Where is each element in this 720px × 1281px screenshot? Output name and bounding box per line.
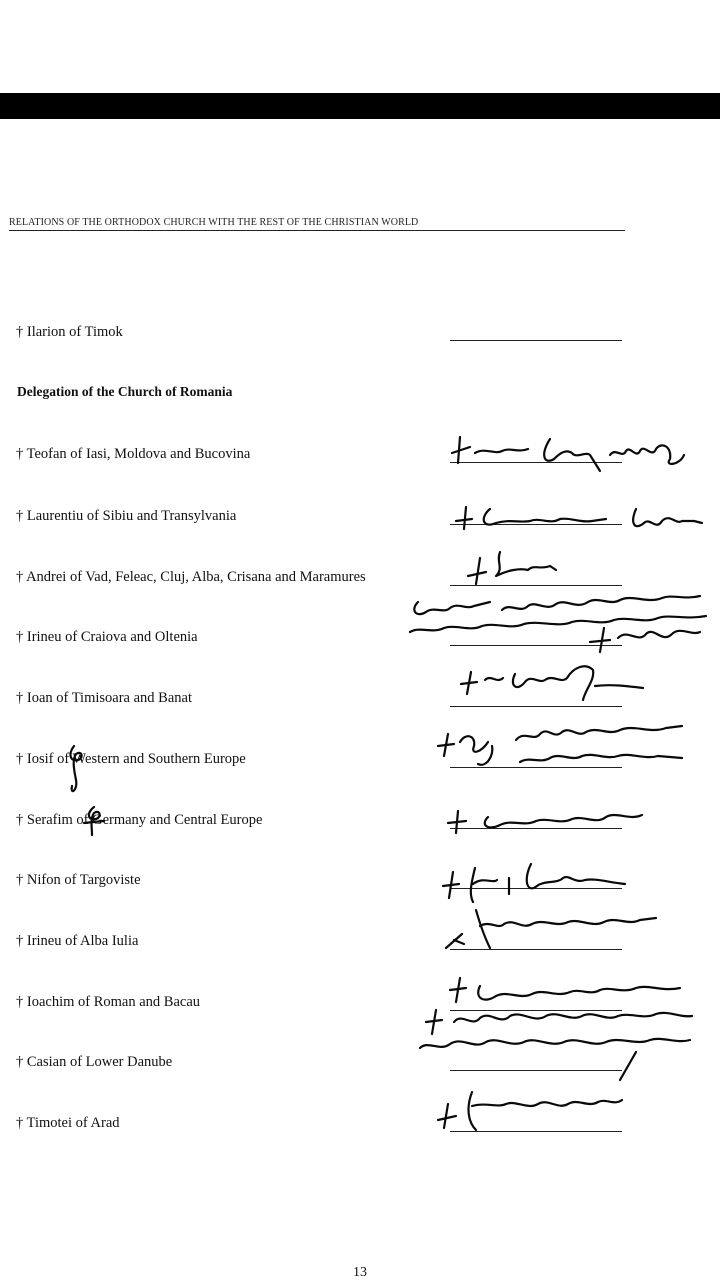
signatory-name: † Ioan of Timisoara and Banat <box>16 690 192 706</box>
header-rule <box>9 230 625 231</box>
signatory-row <box>0 324 720 348</box>
handwritten-signature <box>440 890 670 960</box>
signatory-name: † Irineu of Alba Iulia <box>16 933 139 949</box>
section-title: Delegation of the Church of Romania <box>17 384 233 399</box>
running-header: RELATIONS OF THE ORTHODOX CHURCH WITH THE REST OF THE CHRISTIAN WORLD <box>9 217 419 228</box>
page-number: 13 <box>353 1265 367 1280</box>
signatory-name: † Timotei of Arad <box>16 1115 120 1131</box>
signatory-name: † Nifon of Targoviste <box>16 872 141 888</box>
signatory-name: † Casian of Lower Danube <box>16 1054 173 1070</box>
handwritten-signature <box>445 650 645 705</box>
signatory-name: † Ioachim of Roman and Bacau <box>16 994 201 1010</box>
signature-line <box>450 706 622 707</box>
signatory-name: † Serafim of Germany and Central Europe <box>16 812 263 828</box>
handwritten-signature <box>60 740 90 800</box>
signatory-name: † Teofan of Iasi, Moldova and Bucovina <box>16 446 251 462</box>
signatory-name: † Andrei of Vad, Feleac, Cluj, Alba, Crisana and Maramures <box>16 569 366 585</box>
signatory-name: † Irineu of Craiova and Oltenia <box>16 629 198 645</box>
signatory-name: † Iosif of Western and Southern Europe <box>16 751 246 767</box>
top-black-bar <box>0 93 720 119</box>
handwritten-signature <box>440 795 660 840</box>
handwritten-signature <box>450 495 720 535</box>
handwritten-signature <box>400 540 710 655</box>
signature-line <box>450 340 622 341</box>
signatory-name: † Laurentiu of Sibiu and Transylvania <box>16 508 237 524</box>
handwritten-signature <box>432 1080 632 1135</box>
handwritten-signature <box>440 425 690 475</box>
signatory-name: † Ilarion of Timok <box>16 324 123 340</box>
handwritten-signature <box>80 803 110 853</box>
handwritten-signature <box>430 712 690 772</box>
handwritten-signature <box>400 970 700 1095</box>
